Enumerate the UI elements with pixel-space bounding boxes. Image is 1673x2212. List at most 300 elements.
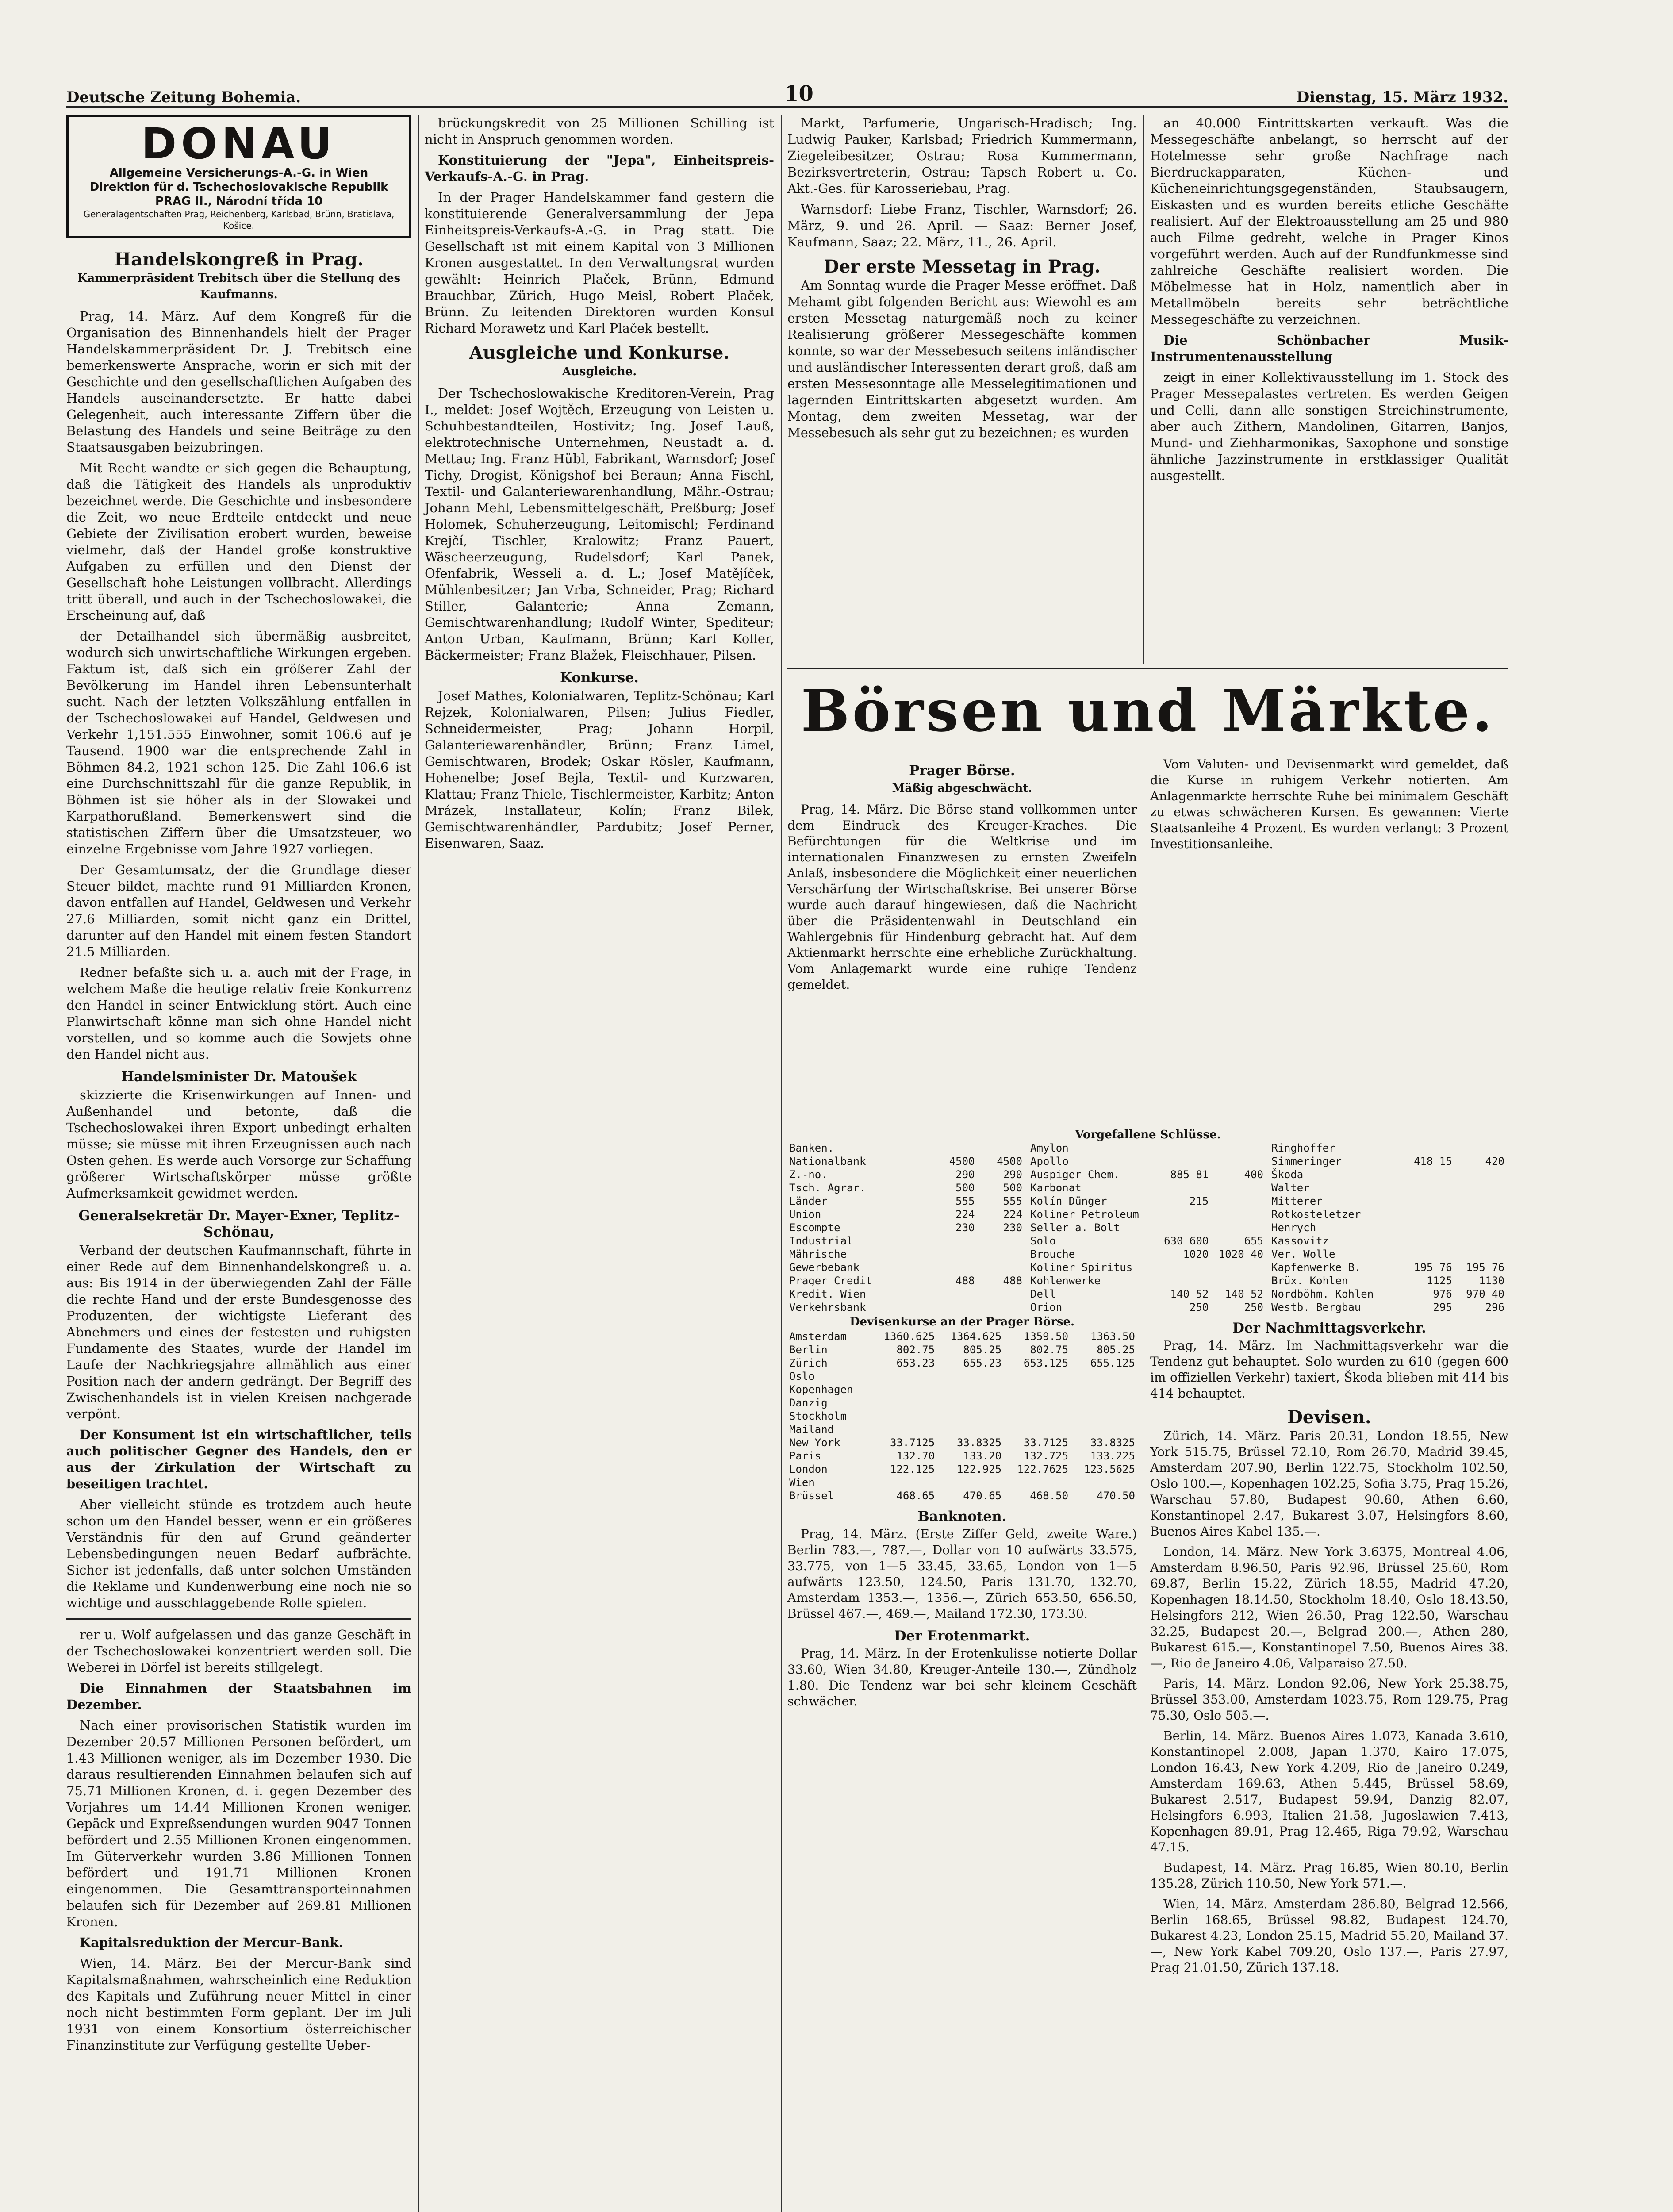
table-cell: 123.5625 [1084, 1463, 1135, 1475]
table-cell: Simmeringer [1271, 1155, 1342, 1167]
table-row [1270, 1168, 1506, 1181]
table-cell: 195 76 [1466, 1261, 1504, 1274]
article-paragraph: rer u. Wolf aufgelassen und das ganze Geschäft in der Tschechoslowakei konzentriert werden soll. Die Weberei in Dörfel ist bereits stillgelegt. [66, 1627, 411, 1675]
table-cell [929, 1248, 977, 1261]
table-cell: 555 [955, 1195, 975, 1207]
table-cell: 468.50 [1030, 1490, 1069, 1502]
table-row [1028, 1274, 1265, 1287]
table-row [787, 1343, 1137, 1356]
table-cell: Kolín Dünger [1030, 1195, 1107, 1207]
table-cell: 470.50 [1097, 1490, 1135, 1502]
donau-line3: Generalagentschaften Prag, Reichenberg, Karlsbad, Brünn, Bratislava, Košice. [83, 209, 395, 231]
table-cell [1402, 1194, 1454, 1208]
section-heading: Konkurse. [560, 670, 639, 686]
table-cell: 290 [1003, 1168, 1022, 1181]
table-cell: Union [789, 1208, 821, 1221]
table-cell: Escompte [789, 1221, 840, 1234]
section-heading: Generalsekretär Dr. Mayer-Exner, Teplitz-Schönau, [78, 1208, 399, 1240]
devisen-column [787, 1314, 1137, 2212]
table-cell [1454, 1168, 1506, 1181]
table-cell: 976 [1433, 1288, 1452, 1300]
table-cell: 4500 [949, 1155, 975, 1167]
table-cell [936, 1476, 1003, 1489]
table-cell [1003, 1383, 1070, 1396]
table-cell: Nordböhm. Kohlen [1271, 1288, 1374, 1300]
table-row [787, 1248, 1024, 1261]
article-paragraph: Die Schönbacher Musik-Instrumentenausstellung [1150, 333, 1508, 364]
boerse-column-right [1150, 757, 1508, 1119]
table-row [787, 1155, 1024, 1168]
table-cell [870, 1383, 936, 1396]
table-cell: 215 [1189, 1195, 1209, 1207]
table-cell [1156, 1221, 1211, 1234]
boerse-column [787, 757, 1137, 1119]
table-cell: Danzig [789, 1397, 828, 1409]
table-row [787, 1370, 1137, 1383]
table-cell [936, 1370, 1003, 1383]
table-cell [1402, 1208, 1454, 1221]
table-cell: Orion [1030, 1301, 1063, 1313]
table-cell [1454, 1194, 1506, 1208]
table-cell [1070, 1476, 1137, 1489]
table-cell: 555 [1003, 1195, 1022, 1207]
article-paragraph: Paris, 14. März. London 92.06, New York 25.38.75, Brüssel 353.00, Amsterdam 1023.75, Rom 129.75, Prag 75.30, Oslo 505.—. [1150, 1676, 1508, 1723]
table-cell [1402, 1221, 1454, 1234]
table-cell [1070, 1383, 1137, 1396]
table-cell: Berlin [789, 1344, 828, 1356]
table-row [1270, 1261, 1506, 1274]
article-paragraph: Der Gesamtumsatz, der die Grundlage dieser Steuer bildet, machte rund 91 Milliarden Kronen, davon entfallen auf Handel, Geldwesen und Verkehr 27.6 Milliarden, somit nicht ganz ein Drittel, darunter auf den Handel mit einem festen Standort 21.5 Milliarden. [66, 862, 411, 959]
table-cell: 122.925 [956, 1463, 1002, 1475]
table-cell: 33.8325 [1090, 1436, 1135, 1449]
table-cell: 1363.50 [1090, 1330, 1135, 1343]
table-row [787, 1409, 1137, 1423]
table-cell: 122.125 [890, 1463, 935, 1475]
article-paragraph: Die Einnahmen der Staatsbahnen im Dezember. [66, 1681, 411, 1712]
table-cell: 655 [1244, 1235, 1263, 1247]
table-cell [1210, 1181, 1265, 1194]
table-cell: London [789, 1463, 828, 1475]
table-cell: 1020 [1183, 1248, 1209, 1260]
table-cell [1402, 1234, 1454, 1248]
donau-line2: Direktion für d. Tschechoslovakische Republik PRAG II., Národní třída 10 [89, 180, 388, 208]
masthead-date: Dienstag, 15. März 1932. [1296, 88, 1508, 106]
table-cell: Koliner Petroleum [1030, 1208, 1139, 1221]
article-paragraph: Kapitalsreduktion der Mercur-Bank. [80, 1935, 343, 1950]
table-row [1028, 1181, 1265, 1194]
article-paragraph: In der Prager Handelskammer fand gestern die konstituierende Generalversammlung der Jepa Einheitspreis-Verkaufs-A.-G. in Prag statt. Die Gesellschaft ist mit einem Kapital von 3 Millionen Kronen ausgestattet. In den Verwaltungsrat wurden gewählt: Heinrich Plaček, Brünn, Edmund Brauchbar, Zürich, Hugo Meisl, Robert Plaček, Brünn. Zu leitenden Direktoren wurden Konsul Richard Morawetz und Karl Plaček bestellt. [425, 190, 774, 336]
table-cell: 290 [955, 1168, 975, 1181]
table-cell: 133.20 [963, 1450, 1002, 1462]
table-cell: 1364.625 [950, 1330, 1002, 1343]
table-cell: Mitterer [1271, 1195, 1323, 1207]
schluesse-title: Vorgefallene Schlüsse. [1075, 1128, 1221, 1141]
section-subheading: Mäßig abgeschwächt. [892, 782, 1032, 795]
article-paragraph: Vom Valuten- und Devisenmarkt wird gemeldet, daß die Kurse in ruhigem Verkehr notierten. Am Anlagenmarkte herrschte Ruhe bei minimalem Geschäft zu etwas schwächeren Kursen. Es gewannen: Vierte Staatsanleihe 4 Prozent. Es wurden verlangt: 3 Prozent Investitionsanleihe. [1150, 757, 1508, 851]
table-cell: 400 [1244, 1168, 1263, 1181]
table-cell [870, 1370, 936, 1383]
table-row [787, 1396, 1137, 1409]
table-cell: Länder [789, 1195, 828, 1207]
table-row [1270, 1287, 1506, 1301]
table-row [787, 1476, 1137, 1489]
schluesse-table [1270, 1141, 1506, 1314]
table-cell [936, 1383, 1003, 1396]
table-cell: 970 40 [1466, 1288, 1504, 1300]
article-paragraph: Wien, 14. März. Bei der Mercur-Bank sind Kapitalsmaßnahmen, wahrscheinlich eine Reduktion des Kapitals und Zuführung neuer Mittel in einer noch nicht bestimmten Form geplant. Der im Juli 1931 von einem Konsortium österreichischer Finanzinstitute zur Verfügung gestellte Ueber- [66, 1956, 411, 2053]
column-rule [1143, 115, 1144, 664]
divider [66, 1618, 411, 1620]
table-cell [870, 1423, 936, 1436]
table-cell: 802.75 [1030, 1344, 1069, 1356]
table-cell: 132.725 [1023, 1450, 1069, 1462]
table-cell: Seller a. Bolt [1030, 1221, 1120, 1234]
article-paragraph: Redner befaßte sich u. a. auch mit der Frage, in welchem Maße die heutige relativ freie Konkurrenz den Handel in seiner Entwicklung stört. Auch eine Planwirtschaft könne man sich ohne Handel nicht vorstellen, und so komme auch die Sowjets ohne den Handel nicht aus. [66, 965, 411, 1062]
table-cell [1454, 1208, 1506, 1221]
table-row [787, 1489, 1137, 1502]
table-row [1270, 1221, 1506, 1234]
devisen-table [787, 1330, 1137, 1502]
table-cell: Rotkosteletzer [1271, 1208, 1361, 1221]
table-cell: Verkehrsbank [789, 1301, 866, 1313]
table-row [1270, 1248, 1506, 1261]
section-rule [787, 668, 1508, 669]
article-paragraph: Nach einer provisorischen Statistik wurden im Dezember 20.57 Millionen Personen befördert, um 1.43 Millionen weniger, als im Dezember 1930. Die daraus resultierenden Einnahmen belaufen sich auf 75.71 Millionen Kronen, d. i. gegen Dezember des Vorjahres um 14.44 Millionen Kronen weniger. Gepäck und Expreßsendungen wurden 9047 Tonnen befördert und 2.55 Millionen Kronen eingenommen. Im Güterverkehr wurden 3.86 Millionen Tonnen befördert und 191.71 Millionen Kronen eingenommen. Die Gesamttransporteinnahmen belaufen sich für Dezember auf 269.81 Millionen Kronen. [66, 1718, 411, 1929]
article-title: Handelskongreß in Prag. [114, 249, 364, 270]
article-paragraph: an 40.000 Eintrittskarten verkauft. Was die Messegeschäfte anbelangt, so herrscht auf der Hotelmesse sehr große Nachfrage nach Bierdruckapparaten, Küchen- und Kücheneinrichtungsgegenständen, Staubsaugern, Eiskasten und es wurden bereits etliche Geschäfte realisiert. Auf der Elektroausstellung am 25 und 980 auch Filme gedreht, welche in Prager Kinos vorgeführt werden. Auch auf der Rundfunkmesse sind zahlreiche Geschäfte realisiert worden. Die Möbelmesse hat in Holz, namentlich aber in Metallmöbeln bereits sehr beträchtliche Messegeschäfte zu verzeichnen. [1150, 115, 1508, 327]
table-cell [1003, 1476, 1070, 1489]
table-row [787, 1383, 1137, 1396]
article-paragraph: Josef Mathes, Kolonialwaren, Teplitz-Schönau; Karl Rejzek, Kolonialwaren, Pilsen; Julius Fiedler, Schneidermeister, Prag; Johann Horpil, Galanteriewarenhändler, Brünn; Franz Limel, Gemischtwaren, Brodek; Oskar Rösler, Kaufmann, Hohenelbe; Josef Bejla, Textil- und Kurzwaren, Klattau; Franz Thiele, Tischlermeister, Karbitz; Anton Mrázek, Installateur, Kolín; Franz Bilek, Gemischtwarenhändler, Pardubitz; Josef Perner, Eisenwaren, Saaz. [425, 688, 774, 851]
table-row [787, 1274, 1024, 1287]
section-heading: Der erste Messetag in Prag. [824, 256, 1101, 277]
article-paragraph: London, 14. März. New York 3.6375, Montreal 4.06, Amsterdam 8.96.50, Paris 92.96, Brüssel 25.60, Rom 69.87, Berlin 15.22, Zürich 18.55, Madrid 47.20, Kopenhagen 18.14.50, Stockholm 18.40, Oslo 18.43.50, Helsingfors 212, Wien 26.50, Prag 122.50, Warschau 32.25, Budapest 20.—, Belgrad 200.—, Athen 280, Bukarest 615.—, Konstantinopel 7.50, Buenos Aires 38.—, Rio de Janeiro 4.06, Valparaiso 27.50. [1150, 1544, 1508, 1671]
article-paragraph: der Detailhandel sich übermäßig ausbreitet, wodurch sich unwirtschaftliche Wirkungen ergeben. Faktum ist, daß sich ein größerer Zahl der Bevölkerung im Handel ihren Lebensunterhalt sucht. Nach der letzten Volkszählung entfallen in der Tschechoslowakei auf Handel, Geldwesen und Verkehr 1,151.555 Einwohner, somit 106.6 auf je Tausend. 1900 war die entsprechende Zahl in Böhmen 84.2, 1921 schon 125. Die Zahl 106.6 ist eine Durchschnittszahl für die ganze Republik, in Böhmen ist sie höher als in der Slowakei und Karpathorußland. Bemerkenswert sind die statistischen Ziffern über die Umsatzsteuer, wo einzelne Ergebnisse vom Jahre 1927 vorliegen. [66, 629, 411, 856]
schluesse-column [1270, 1141, 1506, 1314]
table-cell: 653.23 [896, 1357, 935, 1369]
table-row [787, 1194, 1024, 1208]
table-row [1270, 1141, 1506, 1155]
table-row [787, 1181, 1024, 1194]
table-cell [1210, 1141, 1265, 1155]
table-cell [929, 1287, 977, 1301]
table-cell [1070, 1396, 1137, 1409]
table-cell: Kapfenwerke B. [1271, 1261, 1361, 1274]
table-cell [1003, 1370, 1070, 1383]
table-cell [1402, 1168, 1454, 1181]
table-cell [1210, 1194, 1265, 1208]
column-rule [781, 115, 782, 2212]
table-cell: Kassovitz [1271, 1235, 1329, 1247]
table-cell: 33.8325 [956, 1436, 1002, 1449]
column-rule [418, 115, 419, 2212]
table-cell [1454, 1221, 1506, 1234]
table-cell [1454, 1141, 1506, 1155]
schluesse-table [787, 1141, 1024, 1314]
table-cell: Kopenhagen [789, 1383, 853, 1396]
table-row [787, 1463, 1137, 1476]
table-cell [1156, 1261, 1211, 1274]
table-cell: 250 [1244, 1301, 1263, 1313]
table-cell: 250 [1189, 1301, 1209, 1313]
table-cell: Brüx. Kohlen [1271, 1275, 1348, 1287]
table-cell: Wien [789, 1476, 815, 1489]
table-row [1270, 1181, 1506, 1194]
table-cell [1070, 1370, 1137, 1383]
table-cell: Karbonat [1030, 1182, 1082, 1194]
article-paragraph: Mit Recht wandte er sich gegen die Behauptung, daß die Tätigkeit des Handels als unproduktiv bezeichnet werde. Die Geschichte und insbesondere die Zeit, wo neue Erdteile entdeckt und neue Gebiete der Zivilisation erobert wurden, beweise vielmehr, daß der Handel große konstruktive Aufgaben zu erfüllen und den Dienst der Gesellschaft hohe Leistungen vollbracht. Allerdings tritt überall, und auch in der Tschechoslowakei, die Erscheinung auf, daß [66, 461, 411, 623]
table-cell: 805.25 [963, 1344, 1002, 1356]
article-paragraph: Konstituierung der "Jepa", Einheitspreis-Verkaufs-A.-G. in Prag. [425, 153, 774, 184]
table-cell: New York [789, 1436, 840, 1449]
table-cell: Paris [789, 1450, 821, 1462]
table-cell [929, 1261, 977, 1274]
table-cell: 805.25 [1097, 1344, 1135, 1356]
table-cell: 418 15 [1414, 1155, 1452, 1167]
table-row [1270, 1208, 1506, 1221]
table-cell [1402, 1181, 1454, 1194]
table-cell: 295 [1433, 1301, 1452, 1313]
section-heading: Ausgleiche und Konkurse. [469, 342, 730, 363]
table-cell [936, 1396, 1003, 1409]
schluesse-column [1028, 1141, 1265, 1314]
table-cell: 653.125 [1023, 1357, 1069, 1369]
table-row [1028, 1221, 1265, 1234]
donau-title: DONAU [141, 119, 337, 169]
column-3 [787, 115, 1137, 664]
table-cell: 885 81 [1170, 1168, 1209, 1181]
table-cell: Kohlenwerke [1030, 1275, 1101, 1287]
table-cell [1402, 1248, 1454, 1261]
article-paragraph: Warnsdorf: Liebe Franz, Tischler, Warnsdorf; 26. März, 9. und 26. April. — Saaz: Berner Josef, Kaufmann, Saaz; 22. März, 11., 26. April. [787, 202, 1137, 250]
table-cell [1402, 1141, 1454, 1155]
table-cell [1156, 1141, 1211, 1155]
article-paragraph: Markt, Parfumerie, Ungarisch-Hradisch; Ing. Ludwig Pauker, Karlsbad; Friedrich Kummermann, Ziegeleibesitzer, Ostrau; Rosa Kummermann, Bezirksvertreterin, Ostrau; Tapsch Robert u. Co. Akt.-Ges. für Karosseriebau, Prag. [787, 115, 1137, 196]
table-cell: Koliner Spiritus [1030, 1261, 1133, 1274]
section-heading: Der Nachmittagsverkehr. [1232, 1320, 1427, 1336]
table-row [1028, 1261, 1265, 1274]
table-cell: 1020 40 [1218, 1248, 1263, 1260]
table-cell [870, 1476, 936, 1489]
table-row [787, 1356, 1137, 1370]
devisen-table-title: Devisenkurse an der Prager Börse. [849, 1315, 1075, 1329]
section-heading: Handelsminister Dr. Matoušek [121, 1069, 357, 1085]
table-cell: Westb. Bergbau [1271, 1301, 1361, 1313]
column-1 [66, 115, 411, 2212]
table-cell [976, 1261, 1024, 1274]
article-paragraph: zeigt in einer Kollektivausstellung im 1. Stock des Prager Messepalastes vertreten. Es werden Geigen und Celli, dann alle sonstigen Streichinstrumente, aber auch Zithern, Mandolinen, Gitarren, Banjos, Mund- und Ziehharmonikas, Saxophone und sonstige ähnliche Jazzinstrumente in erstklassiger Qualität ausgestellt. [1150, 370, 1508, 483]
article-paragraph: Verband der deutschen Kaufmannschaft, führte in einer Rede auf dem Binnenhandelskongreß u. a. aus: Bis 1914 in der überwiegenden Zahl der Fälle die rechte Hand und der erste Bundesgenosse des Produzenten, der wichtigste Lieferant des Abnehmers und eines der festesten und ruhigsten Fundamente des Staates, wurde der Handel im Laufe der Nachkriegsjahre allmählich aus einer Position nach der andern gedrängt. Der Begriff des Zwischenhandels ist in vielen Kreisen nachgerade verpönt. [66, 1243, 411, 1421]
table-cell: Amsterdam [789, 1330, 847, 1343]
table-row [1028, 1301, 1265, 1314]
devisen-column-right [1150, 1314, 1508, 2212]
article-paragraph: Prag, 14. März. Auf dem Kongreß für die Organisation des Binnenhandels hielt der Prager Handelskammerpräsident Dr. J. Trebitsch eine bemerkenswerte Ansprache, worin er sich mit der Geschichte und den gesellschaftlichen Aufgaben des Handels auseinandersetzte. Er hatte dabei Gelegenheit, auch interessante Ziffern über die Belastung des Handels und seine Beiträge zu den Staatsausgaben beizubringen. [66, 309, 411, 455]
article-paragraph: Zürich, 14. März. Paris 20.31, London 18.55, New York 515.75, Brüssel 72.10, Rom 26.70, Madrid 39.45, Amsterdam 207.90, Berlin 122.75, Stockholm 102.50, Oslo 100.—, Kopenhagen 102.25, Sofia 3.75, Prag 15.26, Warschau 57.80, Budapest 90.60, Athen 6.60, Konstantinopel 2.47, Bukarest 3.07, Helsingfors 8.60, Buenos Aires Kabel 135.—. [1150, 1429, 1508, 1539]
table-row [1028, 1194, 1265, 1208]
article-paragraph: Am Sonntag wurde die Prager Messe eröffnet. Daß Mehamt gibt folgenden Bericht aus: Wiewohl es am ersten Messetag naturgemäß noch zu keiner Realisierung größerer Messegeschäfte kommen konnte, so war der Messebesuch seitens inländischer und ausländischer Interessenten derart groß, daß am ersten Messesonntage alle Messelegitimationen und lagernden Eintrittskarten abgesetzt wurden. Am Montag, dem zweiten Messetag, war der Messebesuch als sehr gut zu bezeichnen; es wurden [787, 278, 1137, 440]
table-cell: Solo [1030, 1235, 1056, 1247]
table-cell [1210, 1221, 1265, 1234]
article-paragraph: Berlin, 14. März. Buenos Aires 1.073, Kanada 3.610, Konstantinopel 2.008, Japan 1.370, Kairo 17.075, London 16.43, New York 4.209, Rio de Janeiro 0.249, Amsterdam 169.63, Athen 5.445, Brüssel 58.69, Bukarest 2.517, Budapest 59.94, Danzig 82.07, Helsingfors 6.993, Italien 21.58, Jugoslawien 7.413, Kopenhagen 89.91, Prag 12.465, Riga 79.92, Warschau 47.15. [1150, 1728, 1508, 1855]
table-cell: 468.65 [896, 1490, 935, 1502]
table-cell [1454, 1181, 1506, 1194]
table-cell: Walter [1271, 1182, 1310, 1194]
table-cell: 655.23 [963, 1357, 1002, 1369]
article-paragraph: brückungskredit von 25 Millionen Schilling ist nicht in Anspruch genommen worden. [425, 115, 774, 147]
table-cell: 224 [1003, 1208, 1022, 1221]
table-row [787, 1168, 1024, 1181]
table-cell: Auspiger Chem. [1030, 1168, 1120, 1181]
table-cell: Brouche [1030, 1248, 1075, 1260]
table-cell: 1130 [1479, 1275, 1504, 1287]
table-row [787, 1287, 1024, 1301]
table-row [787, 1234, 1024, 1248]
table-row [787, 1141, 1024, 1155]
table-cell [1156, 1274, 1211, 1287]
masthead [66, 75, 1508, 108]
table-cell: 500 [955, 1182, 975, 1194]
table-cell: 1360.625 [883, 1330, 935, 1343]
table-cell: 470.65 [963, 1490, 1002, 1502]
article-paragraph: Der Konsument ist ein wirtschaftlicher, teils auch politischer Gegner des Handels, den er aus der Zirkulation der Wirtschaft zu beseitigen trachtet. [66, 1427, 411, 1491]
table-cell [1156, 1208, 1211, 1221]
table-cell [1454, 1248, 1506, 1261]
table-cell [929, 1234, 977, 1248]
table-cell [1070, 1423, 1137, 1436]
table-cell [1156, 1155, 1211, 1168]
table-cell: Dell [1030, 1288, 1056, 1300]
table-cell [1003, 1423, 1070, 1436]
table-cell: 33.7125 [890, 1436, 935, 1449]
column-4 [1150, 115, 1508, 664]
article-paragraph: Der Tschechoslowakische Kreditoren-Verein, Prag I., meldet: Josef Wojtěch, Erzeugung von Leisten u. Schuhbestandteilen, Hostivitz; Ing. Josef Lauß, elektrotechnische Unternehmen, Neustadt a. d. Mettau; Ing. Franz Hübl, Fabrikant, Warnsdorf; Josef Tichy, Drogist, Königshof bei Beraun; Anna Fischl, Textil- und Galanteriewarenhandlung, Mähr.-Ostrau; Johann Mehl, Lebensmittelgeschäft, Preßburg; Josef Holomek, Schuherzeugung, Leitomischl; Ferdinand Krejčí, Tischler, Kralowitz; Franz Pauert, Wäscheerzeugung, Rudelsdorf; Karl Panek, Ofenfabrik, Wesseli a. d. L.; Josef Matějíček, Mühlenbesitzer; Jan Vrba, Schneider, Prag; Richard Stiller, Galanterie; Anna Zemann, Gemischtwarenhandlung; Rudolf Winter, Spediteur; Anton Urban, Kaufmann, Brünn; Karl Koller, Bäckermeister; Franz Blažek, Fleischhauer, Pilsen. [425, 386, 774, 663]
schluesse-tables [787, 1141, 1508, 1313]
article-paragraph: Aber vielleicht stünde es trotzdem auch heute schon um den Handel besser, wenn er ein größeres Verständnis für den auf Grund geänderter Lebensbedingungen neuen Bedarf aufbrächte. Sicher ist jedenfalls, daß unter solchen Umständen die Reklame und Kundenwerbung eine noch nie so wichtige und ausschlaggebende Rolle spielen. [66, 1497, 411, 1610]
table-cell [1003, 1409, 1070, 1423]
table-cell: 1125 [1426, 1275, 1452, 1287]
donau-advertisement[interactable] [66, 115, 411, 238]
table-row [1270, 1274, 1506, 1287]
section-heading: Banknoten. [917, 1509, 1007, 1525]
article-paragraph: Prag, 14. März. In der Erotenkulisse notierte Dollar 33.60, Wien 34.80, Kreuger-Anteile 130.—, Zündholz 1.80. Die Tendenz war bei sehr kleinem Geschäft schwächer. [787, 1646, 1137, 1709]
table-cell: 802.75 [896, 1344, 935, 1356]
table-cell: 224 [955, 1208, 975, 1221]
table-cell: 230 [955, 1221, 975, 1234]
table-cell: Ringhoffer [1271, 1142, 1335, 1154]
table-cell: Apollo [1030, 1155, 1069, 1167]
table-row [1270, 1155, 1506, 1168]
table-cell: Škoda [1271, 1168, 1304, 1181]
table-cell: Mährische [789, 1248, 847, 1260]
table-cell: 630 600 [1164, 1235, 1209, 1247]
table-cell [870, 1409, 936, 1423]
table-cell: Ver. Wolle [1271, 1248, 1335, 1260]
table-cell: 122.7625 [1017, 1463, 1069, 1475]
article-subtitle: Kammerpräsident Trebitsch über die Stellung des Kaufmanns. [77, 272, 401, 301]
schluesse-table [1028, 1141, 1265, 1314]
table-cell: Gewerbebank [789, 1261, 860, 1274]
table-cell: 33.7125 [1023, 1436, 1069, 1449]
newspaper-page [66, 75, 1508, 2212]
table-cell [1003, 1396, 1070, 1409]
table-cell: Prager Credit [789, 1275, 872, 1287]
table-cell [870, 1396, 936, 1409]
section-heading: Der Erotenmarkt. [894, 1628, 1030, 1644]
table-cell [1210, 1274, 1265, 1287]
table-row [1028, 1168, 1265, 1181]
table-row [1028, 1234, 1265, 1248]
table-cell: Stockholm [789, 1410, 847, 1422]
table-cell: 296 [1485, 1301, 1504, 1313]
table-row [1028, 1141, 1265, 1155]
table-row [787, 1208, 1024, 1221]
article-paragraph: Wien, 14. März. Amsterdam 286.80, Belgrad 12.566, Berlin 168.65, Brüssel 98.82, Budapest 124.70, Bukarest 4.23, London 25.15, Madrid 55.20, Mailand 37.—, New York Kabel 709.20, Oslo 137.—, Paris 27.97, Prag 21.01.50, Zürich 137.18. [1150, 1897, 1508, 1975]
schluesse-block [787, 1128, 1508, 1313]
page-number: 10 [784, 81, 813, 106]
table-cell: 1359.50 [1023, 1330, 1069, 1343]
table-cell: Z.-no. [789, 1168, 828, 1181]
table-cell: 133.225 [1090, 1450, 1135, 1462]
table-row [787, 1301, 1024, 1314]
table-cell: Oslo [789, 1370, 815, 1382]
table-cell [976, 1287, 1024, 1301]
boersen-banner: Börsen und Märkte. [801, 677, 1495, 745]
table-cell: 140 52 [1225, 1288, 1263, 1300]
table-cell: Kredit. Wien [789, 1288, 866, 1300]
table-cell: 195 76 [1414, 1261, 1452, 1274]
table-cell [929, 1141, 977, 1155]
table-cell [929, 1301, 977, 1314]
table-row [1270, 1301, 1506, 1314]
table-cell: Industrial [789, 1235, 853, 1247]
table-cell [1210, 1261, 1265, 1274]
table-row [1270, 1234, 1506, 1248]
table-row [787, 1221, 1024, 1234]
table-row [1028, 1287, 1265, 1301]
column-2 [425, 115, 774, 2212]
schluesse-column [787, 1141, 1024, 1314]
table-cell: 140 52 [1170, 1288, 1209, 1300]
table-row [787, 1423, 1137, 1436]
table-cell [976, 1248, 1024, 1261]
table-cell [1454, 1234, 1506, 1248]
article-paragraph: Prag, 14. März. Im Nachmittagsverkehr war die Tendenz gut behauptet. Solo wurden zu 610 (gegen 600 im offiziellen Verkehr) taxiert, Škoda blieben mit 414 bis 414 behauptet. [1150, 1338, 1508, 1401]
section-heading: Devisen. [1287, 1407, 1371, 1428]
masthead-left: Deutsche Zeitung Bohemia. [66, 88, 301, 106]
article-paragraph: Prag, 14. März. Die Börse stand vollkommen unter dem Eindruck des Kreuger-Kraches. Die Befürchtungen für die Weltkrise und im internationalen Finanzwesen zu ernsten Zweifeln Anlaß, insbesondere die Möglichkeit einer neuerlichen Verschärfung der Wirtschaftskrise. Bei unserer Börse wurde auch darauf hingewiesen, daß die Nachricht über die Präsidentenwahl in Deutschland ein Wahlergebnis für Hindenburg gebracht hat. Auf dem Aktienmarkt herrschte eine erhebliche Zurückhaltung. Vom Anlagemarkt wurde eine ruhige Tendenz gemeldet. [787, 802, 1137, 992]
table-cell [936, 1409, 1003, 1423]
table-cell: Zürich [789, 1357, 828, 1369]
table-cell [976, 1234, 1024, 1248]
table-cell: 230 [1003, 1221, 1022, 1234]
table-row [1270, 1194, 1506, 1208]
table-cell: 132.70 [896, 1450, 935, 1462]
table-cell [976, 1141, 1024, 1155]
section-subheading: Ausgleiche. [562, 365, 637, 378]
table-cell [1070, 1409, 1137, 1423]
table-row [1028, 1208, 1265, 1221]
section-heading: Prager Börse. [909, 763, 1015, 779]
table-row [1028, 1155, 1265, 1168]
table-cell [1156, 1181, 1211, 1194]
table-cell: 488 [1003, 1275, 1022, 1287]
table-cell [1210, 1155, 1265, 1168]
table-cell: Mailand [789, 1423, 834, 1436]
article-paragraph: Prag, 14. März. (Erste Ziffer Geld, zweite Ware.) Berlin 783.—, 787.—, Dollar von 10 aufwärts 33.575, 33.775, von 1—5 33.45, 33.65, London von 1—5 aufwärts 123.50, 124.50, Paris 131.70, 132.70, Amsterdam 1353.—, 1356.—, Zürich 653.50, 656.50, Brüssel 467.—, 469.—, Mailand 172.30, 173.30. [787, 1527, 1137, 1621]
table-row [787, 1261, 1024, 1274]
table-cell [976, 1301, 1024, 1314]
table-cell: Brüssel [789, 1490, 834, 1502]
